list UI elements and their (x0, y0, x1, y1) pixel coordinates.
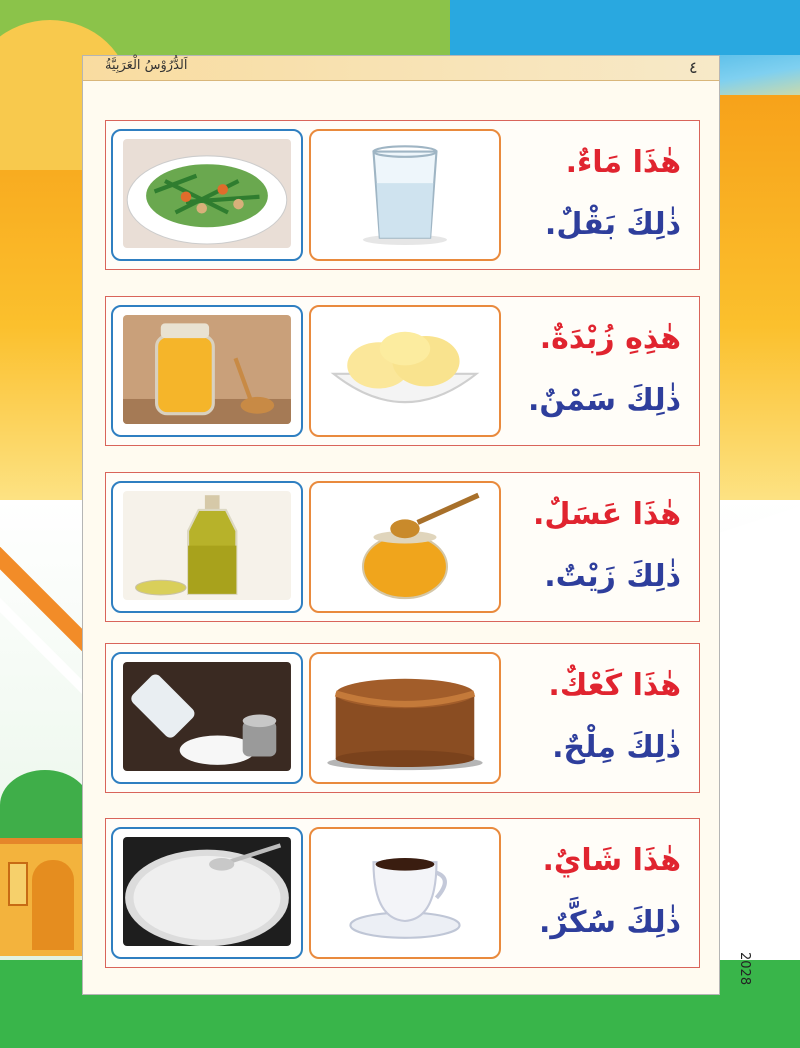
salt-shaker-picture (111, 652, 303, 784)
cake-picture (309, 652, 501, 784)
oil-bottle-icon (123, 491, 291, 600)
far-sentence: ذٰلِكَ زَيْتٌ. (544, 559, 681, 594)
honey-pot-icon (321, 491, 489, 600)
far-sentence: ذٰلِكَ مِلْحٌ. (552, 730, 681, 765)
background-top-right (450, 0, 800, 60)
vegetable-salad-icon (123, 139, 291, 248)
honey-pot-picture (309, 481, 501, 613)
far-sentence: ذٰلِكَ سَمْنٌ. (527, 383, 681, 418)
salt-shaker-icon (123, 662, 291, 771)
ghee-jar-icon (123, 315, 291, 424)
butter-bowl-picture (309, 305, 501, 437)
butter-bowl-icon (321, 315, 489, 424)
background-book (712, 505, 800, 1005)
sentence-pair (491, 317, 681, 423)
tea-cup-icon (321, 837, 489, 946)
sentence-pair (491, 493, 681, 599)
sentence-pair (491, 141, 681, 247)
mosque-dome-illustration (0, 770, 90, 840)
sugar-bowl-picture (111, 827, 303, 959)
cake-icon (321, 662, 489, 771)
lesson-page (82, 55, 720, 995)
lesson-row (105, 120, 700, 270)
page-header (83, 56, 719, 81)
far-sentence: ذٰلِكَ سُكَّرٌ. (538, 905, 681, 940)
tea-cup-picture (309, 827, 501, 959)
near-sentence: هٰذِهِ زُبْدَةٌ. (539, 321, 681, 356)
mosque-door-illustration (32, 860, 74, 950)
book-title: اَلدُّرُوْسُ الْعَرَبِيَّةُ (105, 58, 188, 73)
mosque-window-illustration (8, 862, 28, 906)
page-number: ٤ (689, 58, 698, 77)
lesson-row (105, 472, 700, 622)
lesson-row (105, 818, 700, 968)
ghee-jar-picture (111, 305, 303, 437)
lesson-row (105, 296, 700, 446)
side-label: 2028 (737, 952, 752, 986)
near-sentence: هٰذَا كَعْكٌ. (548, 668, 681, 703)
sentence-pair (491, 839, 681, 945)
far-sentence: ذٰلِكَ بَقْلٌ. (544, 207, 681, 242)
sugar-bowl-icon (123, 837, 291, 946)
vegetable-salad-picture (111, 129, 303, 261)
near-sentence: هٰذَا شَايٌ. (542, 843, 681, 878)
near-sentence: هٰذَا عَسَلٌ. (532, 497, 681, 532)
oil-bottle-picture (111, 481, 303, 613)
glass-of-water-picture (309, 129, 501, 261)
glass-of-water-icon (321, 139, 489, 248)
lesson-row (105, 643, 700, 793)
sentence-pair (491, 664, 681, 770)
near-sentence: هٰذَا مَاءٌ. (565, 145, 681, 180)
